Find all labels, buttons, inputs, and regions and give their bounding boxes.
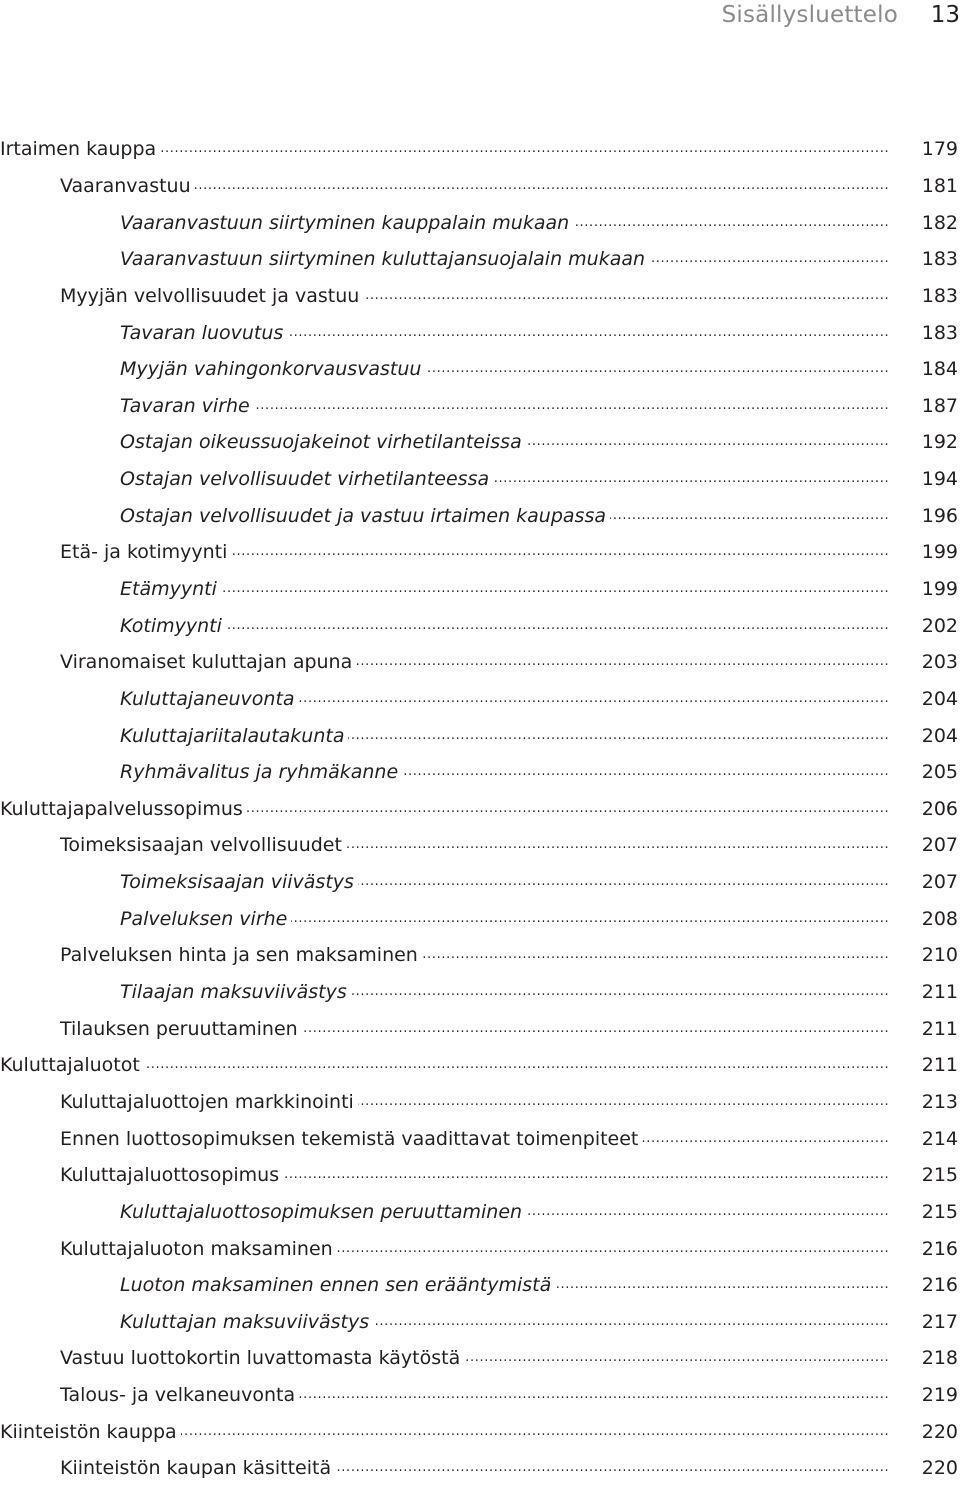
toc-entry[interactable] <box>0 1120 960 1157</box>
toc-entry-page-number: 204 <box>921 687 958 710</box>
toc-entry-title: Ryhmävalitus ja ryhmäkanne <box>120 761 399 784</box>
toc-entry-title: Toimeksisaajan viivästys <box>120 871 354 894</box>
dot-leader <box>302 1011 888 1047</box>
toc-entry[interactable] <box>0 241 960 278</box>
toc-entry[interactable] <box>0 1340 960 1377</box>
dot-leader <box>555 1267 888 1303</box>
toc-entry-page-number: 211 <box>921 981 958 1004</box>
toc-entry[interactable] <box>0 204 960 241</box>
dot-leader <box>526 1194 888 1230</box>
toc-entry-title: Vaaranvastuun siirtyminen kuluttajansuojalain mukaan <box>120 248 646 271</box>
toc-entry[interactable] <box>0 571 960 608</box>
toc-entry-page-number: 192 <box>921 431 958 454</box>
table-of-contents <box>0 131 960 1487</box>
toc-entry[interactable] <box>0 1304 960 1341</box>
dot-leader <box>464 1340 888 1376</box>
toc-entry[interactable] <box>0 1450 960 1487</box>
toc-entry-page-number: 213 <box>921 1090 958 1113</box>
toc-entry[interactable] <box>0 1230 960 1267</box>
toc-entry-title: Ennen luottosopimuksen tekemistä vaadittavat toimenpiteet <box>60 1127 639 1150</box>
toc-entry-title: Tilauksen peruuttaminen <box>60 1017 298 1040</box>
toc-entry-title: Kuluttajaluottosopimuksen peruuttaminen <box>120 1200 523 1223</box>
toc-entry-title: Kiinteistön kauppa <box>0 1420 177 1443</box>
dot-leader <box>299 681 888 717</box>
toc-entry[interactable] <box>0 791 960 828</box>
toc-entry[interactable] <box>0 1157 960 1194</box>
toc-entry-page-number: 216 <box>921 1274 958 1297</box>
toc-entry[interactable] <box>0 864 960 901</box>
toc-entry-page-number: 187 <box>921 394 958 417</box>
dot-leader <box>573 205 888 241</box>
toc-entry-page-number: 219 <box>921 1384 958 1407</box>
dot-leader <box>287 315 888 351</box>
toc-entry[interactable] <box>0 387 960 424</box>
toc-entry-page-number: 208 <box>921 907 958 930</box>
dot-leader <box>283 1157 888 1193</box>
dot-leader <box>254 388 888 424</box>
dot-leader <box>247 791 888 827</box>
toc-entry-page-number: 217 <box>921 1310 958 1333</box>
running-header-title: Sisällysluettelo <box>721 2 898 28</box>
toc-entry-page-number: 204 <box>921 724 958 747</box>
dot-leader <box>231 534 888 570</box>
toc-entry-title: Tavaran luovutus <box>120 321 284 344</box>
dot-leader <box>422 937 888 973</box>
toc-entry[interactable] <box>0 974 960 1011</box>
toc-entry-page-number: 183 <box>921 248 958 271</box>
toc-entry[interactable] <box>0 131 960 168</box>
toc-entry[interactable] <box>0 497 960 534</box>
toc-entry-page-number: 220 <box>921 1420 958 1443</box>
toc-entry-page-number: 216 <box>921 1237 958 1260</box>
toc-entry[interactable] <box>0 1084 960 1121</box>
dot-leader <box>346 827 888 863</box>
toc-entry-title: Talous- ja velkaneuvonta <box>60 1384 296 1407</box>
toc-entry-page-number: 205 <box>921 761 958 784</box>
toc-entry[interactable] <box>0 424 960 461</box>
toc-entry-title: Vaaranvastuun siirtyminen kauppalain mukaan <box>120 211 570 234</box>
toc-entry[interactable] <box>0 1194 960 1231</box>
toc-entry[interactable] <box>0 278 960 315</box>
toc-entry-page-number: 220 <box>921 1457 958 1480</box>
dot-leader <box>226 608 888 644</box>
toc-entry[interactable] <box>0 351 960 388</box>
dot-leader <box>610 498 888 534</box>
toc-entry-title: Luoton maksaminen ennen sen erääntymistä <box>120 1274 552 1297</box>
page-header <box>0 0 960 30</box>
toc-entry[interactable] <box>0 461 960 498</box>
dot-leader <box>299 1377 888 1413</box>
toc-entry[interactable] <box>0 607 960 644</box>
dot-leader <box>358 1084 888 1120</box>
dot-leader <box>402 754 888 790</box>
dot-leader <box>335 1450 888 1486</box>
dot-leader <box>526 424 888 460</box>
dot-leader <box>649 241 888 277</box>
dot-leader <box>181 1414 888 1450</box>
toc-entry[interactable] <box>0 681 960 718</box>
toc-entry-title: Tavaran virhe <box>120 394 250 417</box>
toc-entry-title: Myyjän vahingonkorvausvastuu <box>120 358 422 381</box>
toc-entry-page-number: 181 <box>921 174 958 197</box>
toc-entry[interactable] <box>0 900 960 937</box>
toc-entry[interactable] <box>0 644 960 681</box>
toc-entry-page-number: 196 <box>921 504 958 527</box>
dot-leader <box>642 1121 888 1157</box>
toc-entry[interactable] <box>0 1267 960 1304</box>
page-number: 13 <box>930 2 960 28</box>
toc-entry-title: Tilaajan maksuviivästys <box>120 981 347 1004</box>
toc-entry-title: Palveluksen virhe <box>120 907 288 930</box>
toc-entry-page-number: 215 <box>921 1200 958 1223</box>
toc-entry-page-number: 218 <box>921 1347 958 1370</box>
dot-leader <box>356 644 888 680</box>
toc-entry-page-number: 210 <box>921 944 958 967</box>
toc-entry-page-number: 202 <box>921 614 958 637</box>
toc-entry-title: Viranomaiset kuluttajan apuna <box>60 651 353 674</box>
dot-leader <box>144 1047 888 1083</box>
toc-entry-title: Kuluttajaneuvonta <box>120 687 295 710</box>
toc-entry-title: Kuluttajan maksuviivästys <box>120 1310 370 1333</box>
toc-entry-page-number: 211 <box>921 1017 958 1040</box>
toc-entry[interactable] <box>0 1047 960 1084</box>
toc-entry-page-number: 182 <box>921 211 958 234</box>
toc-entry-title: Kuluttajaluotot <box>0 1054 140 1077</box>
toc-entry-page-number: 203 <box>921 651 958 674</box>
toc-entry-page-number: 214 <box>921 1127 958 1150</box>
toc-entry[interactable] <box>0 1010 960 1047</box>
dot-leader <box>425 351 888 387</box>
toc-entry-title: Kuluttajaluoton maksaminen <box>60 1237 333 1260</box>
toc-entry-title: Kuluttajapalvelussopimus <box>0 797 243 820</box>
toc-entry-title: Irtaimen kauppa <box>0 138 157 161</box>
toc-entry-page-number: 183 <box>921 284 958 307</box>
dot-leader <box>358 864 888 900</box>
toc-entry-title: Kuluttajariitalautakunta <box>120 724 345 747</box>
toc-entry-page-number: 199 <box>921 578 958 600</box>
toc-entry-title: Ostajan velvollisuudet virhetilanteessa <box>120 468 490 491</box>
toc-entry-page-number: 199 <box>921 541 958 564</box>
dot-leader <box>348 718 888 754</box>
toc-entry-page-number: 211 <box>921 1054 958 1077</box>
toc-entry-title: Toimeksisaajan velvollisuudet <box>60 834 342 857</box>
toc-entry-title: Myyjän velvollisuudet ja vastuu <box>60 284 360 307</box>
dot-leader <box>221 571 888 607</box>
toc-entry-page-number: 184 <box>921 358 958 381</box>
dot-leader <box>195 168 888 204</box>
toc-entry-title: Vastuu luottokortin luvattomasta käytöstä <box>60 1347 461 1370</box>
toc-entry-page-number: 207 <box>921 871 958 894</box>
dot-leader <box>160 131 888 167</box>
toc-entry[interactable] <box>0 168 960 205</box>
toc-entry-page-number: 183 <box>921 321 958 344</box>
toc-entry-title: Kuluttajaluottosopimus <box>60 1164 280 1187</box>
toc-entry[interactable] <box>0 937 960 974</box>
toc-entry-title: Etä- ja kotimyynti <box>60 541 228 564</box>
toc-entry-page-number: 179 <box>921 138 958 161</box>
toc-entry-page-number: 207 <box>921 834 958 857</box>
toc-entry-title: Etämyynti <box>120 578 217 600</box>
toc-entry[interactable] <box>0 827 960 864</box>
toc-entry[interactable] <box>0 314 960 351</box>
dot-leader <box>291 901 888 937</box>
dot-leader <box>363 278 888 314</box>
dot-leader <box>373 1304 888 1340</box>
toc-entry[interactable] <box>0 1413 960 1450</box>
dot-leader <box>337 1231 888 1267</box>
toc-entry-title: Palveluksen hinta ja sen maksaminen <box>60 944 418 967</box>
toc-entry-title: Vaaranvastuu <box>60 174 191 197</box>
dot-leader <box>351 974 888 1010</box>
toc-entry[interactable] <box>0 717 960 754</box>
toc-entry-page-number: 194 <box>921 468 958 491</box>
toc-entry-title: Ostajan oikeussuojakeinot virhetilanteissa <box>120 431 522 454</box>
toc-entry-page-number: 215 <box>921 1164 958 1187</box>
toc-entry-title: Kotimyynti <box>120 614 222 637</box>
toc-entry[interactable] <box>0 754 960 791</box>
toc-entry[interactable] <box>0 1377 960 1414</box>
toc-entry-title: Ostajan velvollisuudet ja vastuu irtaimen kaupassa <box>120 504 606 527</box>
toc-entry[interactable] <box>0 534 960 571</box>
toc-entry-title: Kuluttajaluottojen markkinointi <box>60 1090 354 1113</box>
toc-entry-title: Kiinteistön kaupan käsitteitä <box>60 1457 332 1480</box>
dot-leader <box>493 461 888 497</box>
toc-entry-page-number: 206 <box>921 797 958 820</box>
